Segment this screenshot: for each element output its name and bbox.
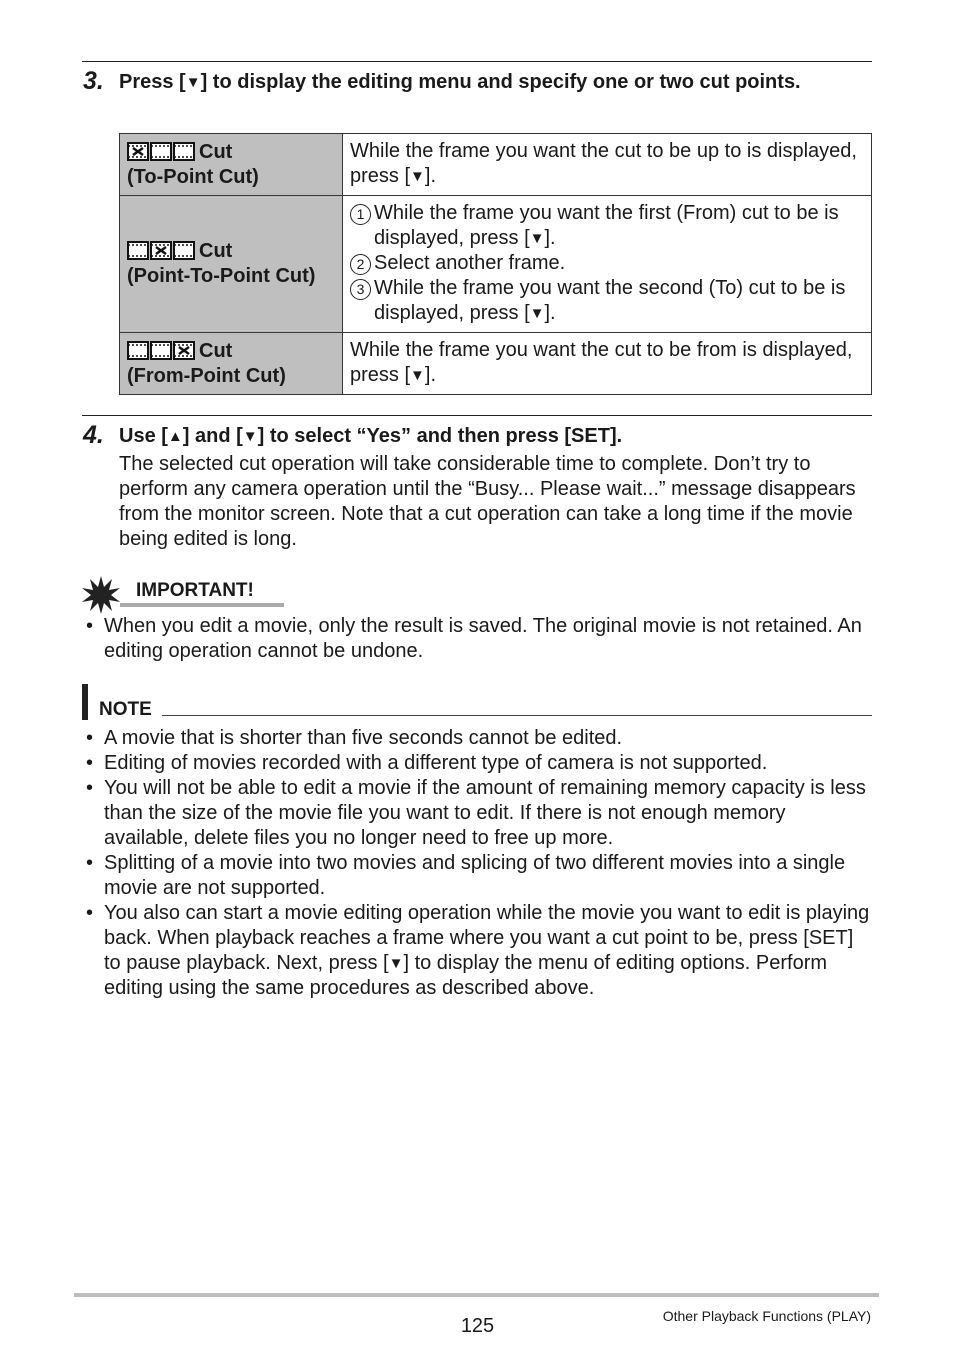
step-3-number: 3. (83, 67, 104, 95)
step-4-title: Use [▲] and [▼] to select “Yes” and then press [SET]. (119, 423, 859, 450)
footer-section-title: Other Playback Functions (PLAY) (662, 1308, 871, 1324)
down-arrow-icon: ▼ (242, 428, 258, 445)
circled-number: 2 (350, 254, 371, 275)
list-item: • You will not be able to edit a movie if the amount of remaining memory capacity is less than the size of the movie file you want to edit. If there is not enough memory available, delete files you no longer need to free up more. (86, 777, 866, 849)
note-list (82, 726, 872, 1001)
important-burst-icon (82, 576, 120, 619)
from-point-cut-label: Cut (From-Point Cut) (120, 333, 343, 395)
list-item: • When you edit a movie, only the result is saved. The original movie is not retained. An editing operation cannot be undone. (86, 615, 862, 662)
step-3-title: Press [▼] to display the editing menu and specify one or two cut points. (119, 69, 859, 96)
point-to-point-cut-icon (127, 241, 195, 260)
step-4-rule (82, 415, 872, 416)
to-point-cut-icon (127, 142, 195, 161)
important-list (82, 614, 872, 664)
note-rule (162, 715, 872, 716)
down-arrow-icon: ▼ (410, 367, 425, 384)
up-arrow-icon: ▲ (167, 428, 183, 445)
point-to-point-cut-description (343, 196, 872, 333)
to-point-cut-label: Cut (To-Point Cut) (120, 134, 343, 196)
from-point-cut-icon (127, 341, 195, 360)
list-item: 2 Select another frame. (350, 251, 864, 276)
cut-options-table (119, 133, 872, 395)
list-item: 1 While the frame you want the first (From) cut to be is displayed, press [▼]. (350, 201, 864, 251)
note-bar (82, 684, 88, 720)
step-4-body: The selected cut operation will take considerable time to complete. Don’t try to perform any camera operation until the “Busy... Please wait...” message disappears from the monitor screen. Note that a cut operation can take a long time if the movie being edited is long. (119, 453, 856, 550)
top-rule (82, 61, 872, 62)
table-row (120, 134, 872, 196)
circled-number: 1 (350, 204, 371, 225)
important-heading: IMPORTANT! (136, 580, 254, 601)
down-arrow-icon: ▼ (529, 230, 545, 247)
table-row (120, 196, 872, 333)
footer-rule (74, 1293, 879, 1297)
step-4-number: 4. (83, 421, 104, 449)
point-to-point-cut-label: Cut (Point-To-Point Cut) (120, 196, 343, 333)
note-heading: NOTE (99, 699, 152, 720)
list-item: • A movie that is shorter than five seconds cannot be edited. (86, 727, 623, 749)
important-underline (120, 603, 284, 607)
table-row (120, 333, 872, 395)
list-item: • Splitting of a movie into two movies and splicing of two different movies into a single movie are not supported. (86, 852, 846, 899)
list-item: 3 While the frame you want the second (To) cut to be is displayed, press [▼]. (350, 276, 864, 326)
down-arrow-icon: ▼ (388, 955, 404, 972)
page-number: 125 (460, 1315, 495, 1337)
from-point-cut-description: While the frame you want the cut to be from is displayed, press [▼]. (343, 333, 872, 395)
down-arrow-icon: ▼ (529, 305, 545, 322)
list-item: • Editing of movies recorded with a different type of camera is not supported. (86, 752, 768, 774)
to-point-cut-description: While the frame you want the cut to be up to is displayed, press [▼]. (343, 134, 872, 196)
circled-number: 3 (350, 279, 371, 300)
list-item: • You also can start a movie editing operation while the movie you want to edit is playing back. When playback reaches a frame where you want a cut point to be, press [SET] to pause playback. Next, press [▼] to display the menu of editing options. Perform editing using the same procedures as described above. (86, 902, 870, 999)
down-arrow-icon: ▼ (185, 74, 201, 91)
down-arrow-icon: ▼ (410, 168, 425, 185)
